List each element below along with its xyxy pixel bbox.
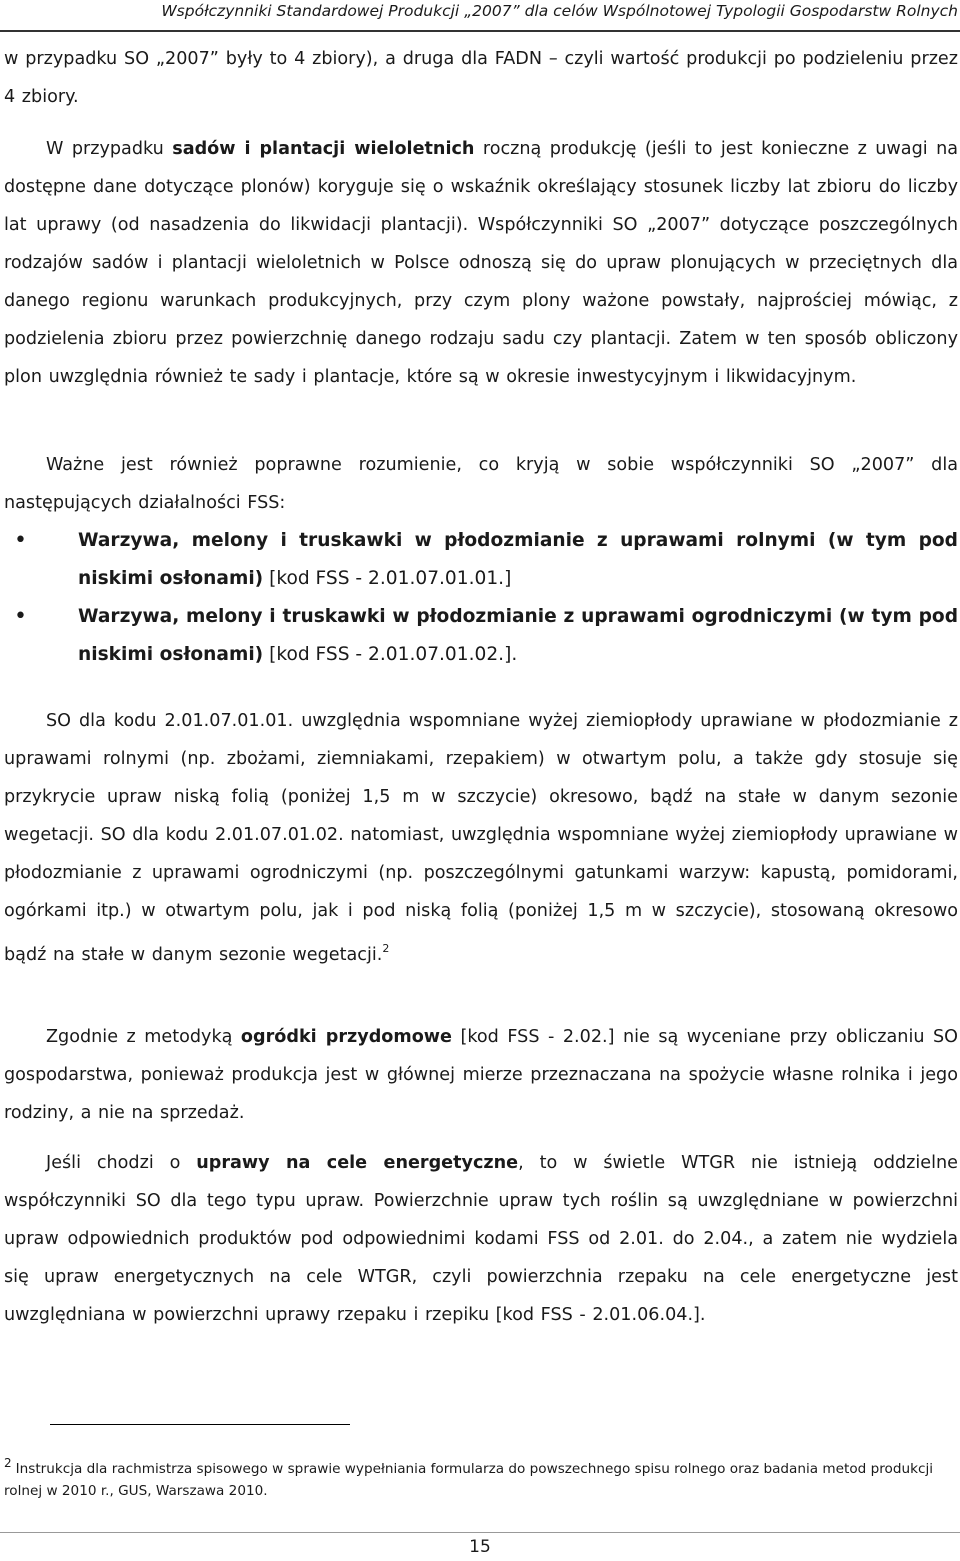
paragraph-2-pre: W przypadku bbox=[46, 139, 173, 159]
running-header-title: Współczynniki Standardowej Produkcji „2007” dla celów Wspólnotowej Typologii Gospodarstw Rolnych bbox=[161, 2, 958, 20]
paragraph-6-bold: uprawy na cele energetyczne bbox=[196, 1153, 519, 1173]
paragraph-1 bbox=[4, 40, 958, 116]
paragraph-2-post: roczną produkcję (jeśli to jest konieczne z uwagi na dostępne dane dotyczące plonów) koryguje się o wskaźnik określający stosunek liczby lat zbioru do liczby lat uprawy (od nasadzenia do likwidacji plantacji). Współczynniki SO „2007” dotyczące poszczególnych rodzajów sadów i plantacji wieloletnich w Polsce odnoszą się do upraw plonujących w przeciętnych dla danego regionu warunkach produkcyjnych, przy czym plony ważone powstały, najprościej mówiąc, z podzielenia zbioru przez powierzchnię danego rodzaju sadu czy plantacji. Zatem w ten sposób obliczony plon uwzględnia również te sady i plantacje, które są w okresie inwestycyjnym i likwidacyjnym. bbox=[4, 139, 959, 387]
running-header bbox=[0, 2, 960, 28]
footnote-text: Instrukcja dla rachmistrza spisowego w sprawie wypełniania formularza do powszechnego spisu rolnego oraz badania metod produkcji rolnej w 2010 r., GUS, Warszawa 2010. bbox=[4, 1461, 934, 1499]
footnote-number: 2 bbox=[4, 1456, 12, 1470]
footer-rule bbox=[0, 1532, 960, 1533]
list-item bbox=[0, 522, 958, 598]
bullet-icon: • bbox=[14, 528, 27, 553]
paragraph-5-pre: Zgodnie z metodyką bbox=[46, 1027, 241, 1047]
page-number bbox=[0, 1537, 960, 1557]
page-number-text: 15 bbox=[469, 1537, 491, 1557]
paragraph-2 bbox=[4, 130, 958, 396]
bullet-list bbox=[0, 522, 958, 674]
bullet-code: [kod FSS - 2.01.07.01.02.]. bbox=[263, 644, 518, 665]
bullet-bold: Warzywa, melony i truskawki w płodozmianie z uprawami rolnymi (w tym pod niskimi osłonami) bbox=[78, 530, 958, 589]
paragraph-3 bbox=[4, 446, 958, 522]
footnote-ref[interactable]: 2 bbox=[382, 942, 390, 955]
header-rule bbox=[0, 30, 960, 32]
bullet-code: [kod FSS - 2.01.07.01.01.] bbox=[263, 568, 512, 589]
footnote-separator bbox=[50, 1424, 350, 1425]
paragraph-1-text: w przypadku SO „2007” były to 4 zbiory), a druga dla FADN – czyli wartość produkcji po podzieleniu przez 4 zbiory. bbox=[4, 49, 958, 107]
paragraph-3-text: Ważne jest również poprawne rozumienie, co kryją w sobie współczynniki SO „2007” dla następujących działalności FSS: bbox=[4, 455, 958, 513]
bullet-bold: Warzywa, melony i truskawki w płodozmianie z uprawami ogrodniczymi (w tym pod niskimi osłonami) bbox=[78, 606, 958, 665]
paragraph-6-post: , to w świetle WTGR nie istnieją oddzielne współczynniki SO dla tego typu upraw. Powierzchnie upraw tych roślin są uwzględniane w powierzchni upraw odpowiednich produktów pod odpowiednimi kodami FSS od 2.01. do 2.04., a zatem nie wydziela się upraw energetycznych na cele WTGR, czyli powierzchnia rzepaku na cele energetyczne jest uwzględniana w powierzchni uprawy rzepaku i rzepiku [kod FSS - 2.01.06.04.]. bbox=[4, 1153, 958, 1325]
bullet-icon: • bbox=[14, 604, 27, 629]
paragraph-6 bbox=[4, 1144, 958, 1334]
paragraph-5-bold: ogródki przydomowe bbox=[240, 1027, 452, 1047]
paragraph-2-bold: sadów i plantacji wieloletnich bbox=[172, 139, 475, 159]
paragraph-5 bbox=[4, 1018, 958, 1132]
paragraph-6-pre: Jeśli chodzi o bbox=[46, 1153, 197, 1173]
paragraph-4-text: SO dla kodu 2.01.07.01.01. uwzględnia wspomniane wyżej ziemiopłody uprawiane w płodozmianie z uprawami rolnymi (np. zbożami, ziemniakami, rzepakiem) w otwartym polu, a także gdy stosuje się przykrycie upraw niską folią (poniżej 1,5 m w szczycie) okresowo, bądź na stałe w danym sezonie wegetacji. SO dla kodu 2.01.07.01.02. natomiast, uwzględnia wspomniane wyżej ziemiopłody uprawiane w płodozmianie z uprawami ogrodniczymi (np. poszczególnymi gatunkami warzyw: kapustą, pomidorami, ogórkami itp.) w otwartym polu, jak i pod niską folią (poniżej 1,5 m w szczycie), stosowaną okresowo bądź na stałe w danym sezonie wegetacji. bbox=[4, 711, 958, 965]
list-item bbox=[0, 598, 958, 674]
footnote bbox=[4, 1452, 958, 1502]
paragraph-4 bbox=[4, 702, 958, 974]
paragraph-5-post: [kod FSS - 2.02.] nie są wyceniane przy obliczaniu SO gospodarstwa, ponieważ produkcja jest w głównej mierze przeznaczana na spożycie własne rolnika i jego rodziny, a nie na sprzedaż. bbox=[4, 1027, 958, 1123]
